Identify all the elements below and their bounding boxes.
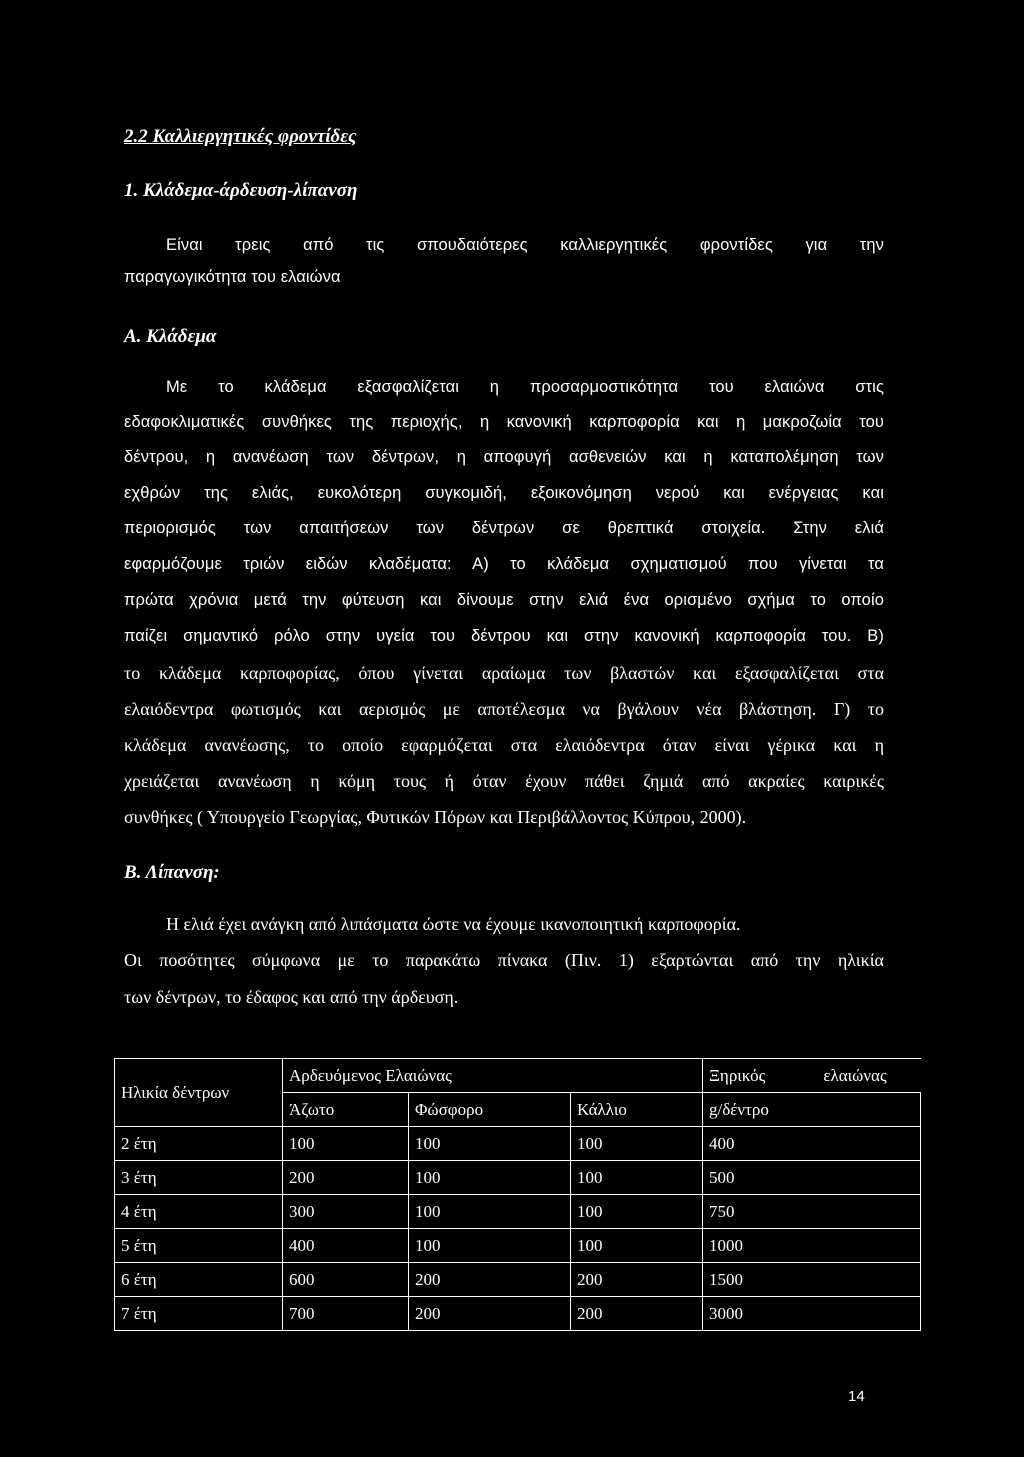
table-row [115,1297,921,1331]
cell-age: 3 έτη [115,1161,283,1195]
cell-age: 7 έτη [115,1297,283,1331]
subsection-title: 1. Κλάδεμα-άρδευση-λίπανση [124,180,358,201]
pruning-line: Με το κλάδεμα εξασφαλίζεται η προσαρμοστικότητα του ελαιώνα στις [166,378,884,396]
cell-phosphorus: 100 [409,1195,571,1229]
header-dry-word-2: ελαιώνας [823,1065,887,1085]
cell-nitrogen: 700 [283,1297,409,1331]
cell-potassium: 100 [571,1195,703,1229]
cell-nitrogen: 600 [283,1263,409,1297]
intro-line-1: Είναι τρεις από τις σπουδαιότερες καλλιεργητικές φροντίδες για την [166,236,884,254]
cell-nitrogen: 300 [283,1195,409,1229]
pruning-line: δέντρου, η ανανέωση των δέντρων, η αποφυγή ασθενειών και η καταπολέμηση των [124,448,884,466]
pruning-line: συνθήκες ( Υπουργείο Γεωργίας, Φυτικών Πόρων και Περιβάλλοντος Κύπρου, 2000). [124,807,747,827]
cell-phosphorus: 100 [409,1229,571,1263]
cell-phosphorus: 100 [409,1161,571,1195]
cell-dry: 400 [703,1127,921,1161]
fertilizer-table [114,1058,921,1331]
cell-potassium: 100 [571,1229,703,1263]
header-irrigated: Αρδευόμενος Ελαιώνας [283,1059,703,1093]
sub-unit: g/δέντρο [703,1093,921,1127]
cell-phosphorus: 200 [409,1263,571,1297]
header-dry [703,1059,921,1093]
cell-dry: 1500 [703,1263,921,1297]
cell-nitrogen: 200 [283,1161,409,1195]
fertilization-line: Οι ποσότητες σύμφωνα με το παρακάτω πίνακα (Πιν. 1) εξαρτώνται από την ηλικία [124,950,884,970]
cell-dry: 500 [703,1161,921,1195]
cell-age: 5 έτη [115,1229,283,1263]
pruning-line: περιορισμός των απαιτήσεων των δέντρων σε θρεπτικά στοιχεία. Στην ελιά [124,519,884,537]
cell-age: 2 έτη [115,1127,283,1161]
pruning-line: εφαρμόζουμε τριών ειδών κλαδέματα: Α) το κλάδεμα σχηματισμού που γίνεται τα [124,555,884,573]
cell-potassium: 100 [571,1127,703,1161]
sub-phosphorus: Φώσφορο [409,1093,571,1127]
section-title: 2.2 Καλλιεργητικές φροντίδες [124,126,357,147]
cell-nitrogen: 400 [283,1229,409,1263]
cell-age: 4 έτη [115,1195,283,1229]
table-row [115,1195,921,1229]
sub-potassium: Κάλλιο [571,1093,703,1127]
pruning-line: το κλάδεμα καρποφορίας, όπου γίνεται αραίωμα των βλαστών και εξασφαλίζεται στα [124,663,884,683]
fertilization-heading: Β. Λίπανση: [124,862,220,883]
cell-dry: 1000 [703,1229,921,1263]
cell-potassium: 200 [571,1297,703,1331]
sub-nitrogen: Άζωτο [283,1093,409,1127]
table-row [115,1263,921,1297]
table-row [115,1229,921,1263]
cell-phosphorus: 100 [409,1127,571,1161]
fertilization-line: των δέντρων, το έδαφος και από την άρδευση. [124,987,459,1007]
cell-phosphorus: 200 [409,1297,571,1331]
header-dry-word-1: Ξηρικός [709,1065,766,1085]
cell-nitrogen: 100 [283,1127,409,1161]
pruning-line: εδαφοκλιματικές συνθήκες της περιοχής, η κανονική καρποφορία και η μακροζωία του [124,413,884,431]
fertilization-line: Η ελιά έχει ανάγκη από λιπάσματα ώστε να έχουμε ικανοποιητική καρποφορία. [166,914,741,934]
intro-line-2: παραγωγικότητα του ελαιώνα [124,268,341,286]
pruning-heading: Α. Κλάδεμα [124,326,217,347]
header-age: Ηλικία δέντρων [115,1059,283,1127]
table-row [115,1127,921,1161]
pruning-line: εχθρών της ελιάς, ευκολότερη συγκομιδή, εξοικονόμηση νερού και ενέργειας και [124,484,884,502]
cell-age: 6 έτη [115,1263,283,1297]
cell-potassium: 200 [571,1263,703,1297]
pruning-line: ελαιόδεντρα φωτισμός και αερισμός με αποτέλεσμα να βγάλουν νέα βλάστηση. Γ) το [124,699,884,719]
page-number: 14 [848,1388,865,1405]
pruning-line: χρειάζεται ανανέωση η κόμη τους ή όταν έχουν πάθει ζημιά από ακραίες καιρικές [124,771,884,791]
table-row [115,1161,921,1195]
table-header-row [115,1059,921,1093]
pruning-line: κλάδεμα ανανέωσης, το οποίο εφαρμόζεται στα ελαιόδεντρα όταν είναι γέρικα και η [124,735,884,755]
pruning-line: παίζει σημαντικό ρόλο στην υγεία του δέντρου και στην κανονική καρποφορία του. Β) [124,627,884,645]
cell-dry: 3000 [703,1297,921,1331]
cell-dry: 750 [703,1195,921,1229]
pruning-line: πρώτα χρόνια μετά την φύτευση και δίνουμε στην ελιά ένα ορισμένο σχήμα το οποίο [124,591,884,609]
cell-potassium: 100 [571,1161,703,1195]
